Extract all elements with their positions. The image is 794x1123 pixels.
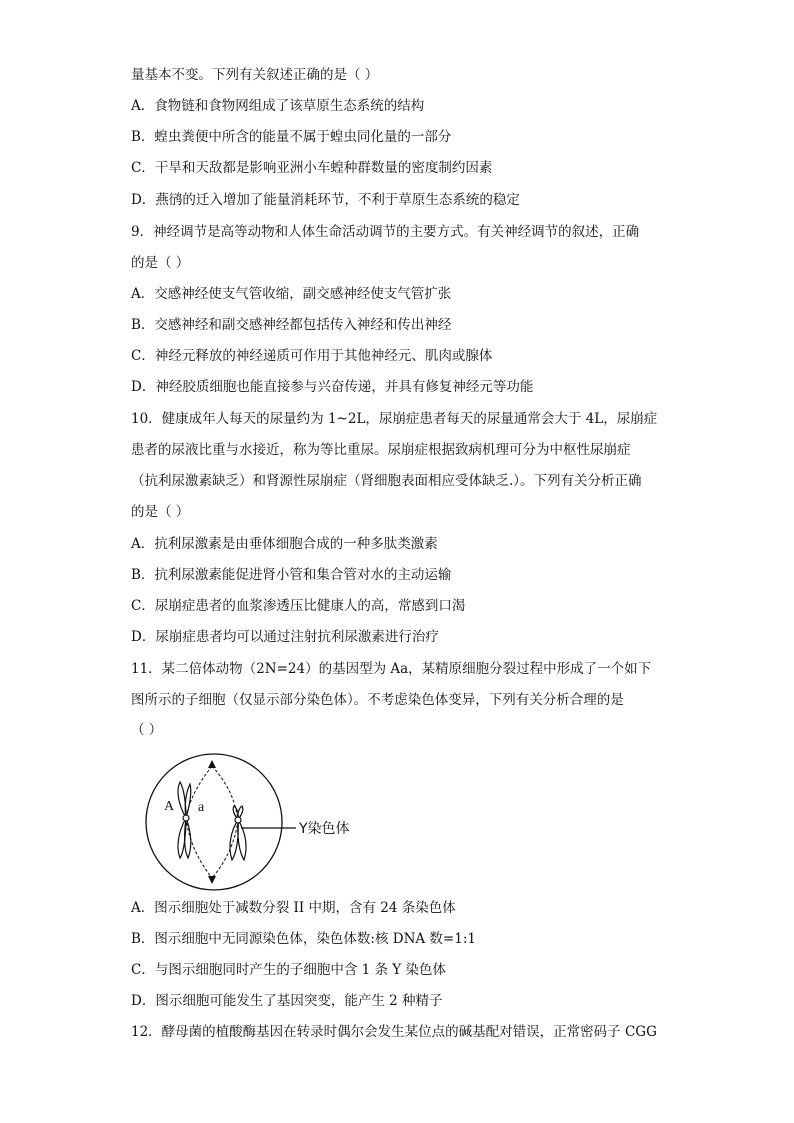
option-line: C．神经元释放的神经递质可作用于其他神经元、肌肉或腺体 (131, 348, 493, 364)
question-12-stem: 12．酵母菌的植酸酶基因在转录时偶尔会发生某位点的碱基配对错误，正常密码子 CGG (131, 1024, 657, 1040)
cell-membrane (146, 754, 282, 890)
question-10-stem: 10．健康成年人每天的尿量约为 1~2L，尿崩症患者每天的尿量通常会大于 4L，尿崩症 (131, 411, 658, 427)
question-10-stem: 的是（ ） (131, 504, 190, 520)
question-9-stem: 9．神经调节是高等动物和人体生命活动调节的主要方式。有关神经调节的叙述，正确 (131, 224, 640, 240)
option-line: B．蝗虫粪便中所含的能量不属于蝗虫同化量的一部分 (131, 129, 452, 145)
cell-diagram (142, 752, 382, 892)
y-chromosome-label: Y染色体 (299, 821, 350, 837)
text-line: 量基本不变。下列有关叙述正确的是（ ） (131, 67, 379, 83)
spindle-pole (208, 876, 216, 884)
option-line: D．图示细胞可能发生了基因突变，能产生 2 种精子 (131, 993, 443, 1009)
question-11-stem: 11．某二倍体动物（2N=24）的基因型为 Aa，某精原细胞分裂过程中形成了一个如下 (131, 661, 652, 677)
option-line: A．抗利尿激素是由垂体细胞合成的一种多肽类激素 (131, 536, 438, 552)
spindle-pole (208, 760, 216, 768)
question-10-stem: （抗利尿激素缺乏）和肾源性尿崩症（肾细胞表面相应受体缺乏.）。下列有关分析正确 (131, 473, 642, 489)
option-line: B．抗利尿激素能促进肾小管和集合管对水的主动运输 (131, 567, 452, 583)
option-line: A．图示细胞处于减数分裂 II 中期，含有 24 条染色体 (131, 900, 456, 916)
question-11-stem: （ ） (131, 722, 163, 738)
option-line: A．交感神经使支气管收缩，副交感神经使支气管扩张 (131, 286, 452, 302)
option-line: D．尿崩症患者均可以通过注射抗利尿激素进行治疗 (131, 629, 439, 645)
option-line: D．燕鸻的迁入增加了能量消耗环节，不利于草原生态系统的稳定 (131, 192, 520, 208)
option-line: A．食物链和食物网组成了该草原生态系统的结构 (131, 98, 425, 114)
spindle-fiber (186, 818, 212, 878)
gene-label-a: a (198, 800, 205, 815)
gene-label-A: A (164, 799, 175, 814)
option-line: B．图示细胞中无同源染色体，染色体数:核 DNA 数=1:1 (131, 931, 476, 947)
option-line: D．神经胶质细胞也能直接参与兴奋传递，并具有修复神经元等功能 (131, 379, 534, 395)
question-9-stem: 的是（ ） (131, 255, 190, 271)
option-line: B．交感神经和副交感神经都包括传入神经和传出神经 (131, 317, 452, 333)
option-line: C．尿崩症患者的血浆渗透压比健康人的高，常感到口渴 (131, 598, 466, 614)
chromosome-left (178, 782, 191, 858)
chromosome-right (230, 806, 246, 860)
spindle-fiber (212, 820, 238, 878)
question-11-stem: 图所示的子细胞（仅显示部分染色体）。不考虑染色体变异，下列有关分析合理的是 (131, 692, 624, 708)
option-line: C．与图示细胞同时产生的子细胞中含 1 条 Y 染色体 (131, 962, 446, 978)
question-10-stem: 患者的尿液比重与水接近，称为等比重尿。尿崩症根据致病机理可分为中枢性尿崩症 (131, 442, 631, 458)
option-line: C．干旱和天敌都是影响亚洲小车蝗种群数量的密度制约因素 (131, 160, 493, 176)
